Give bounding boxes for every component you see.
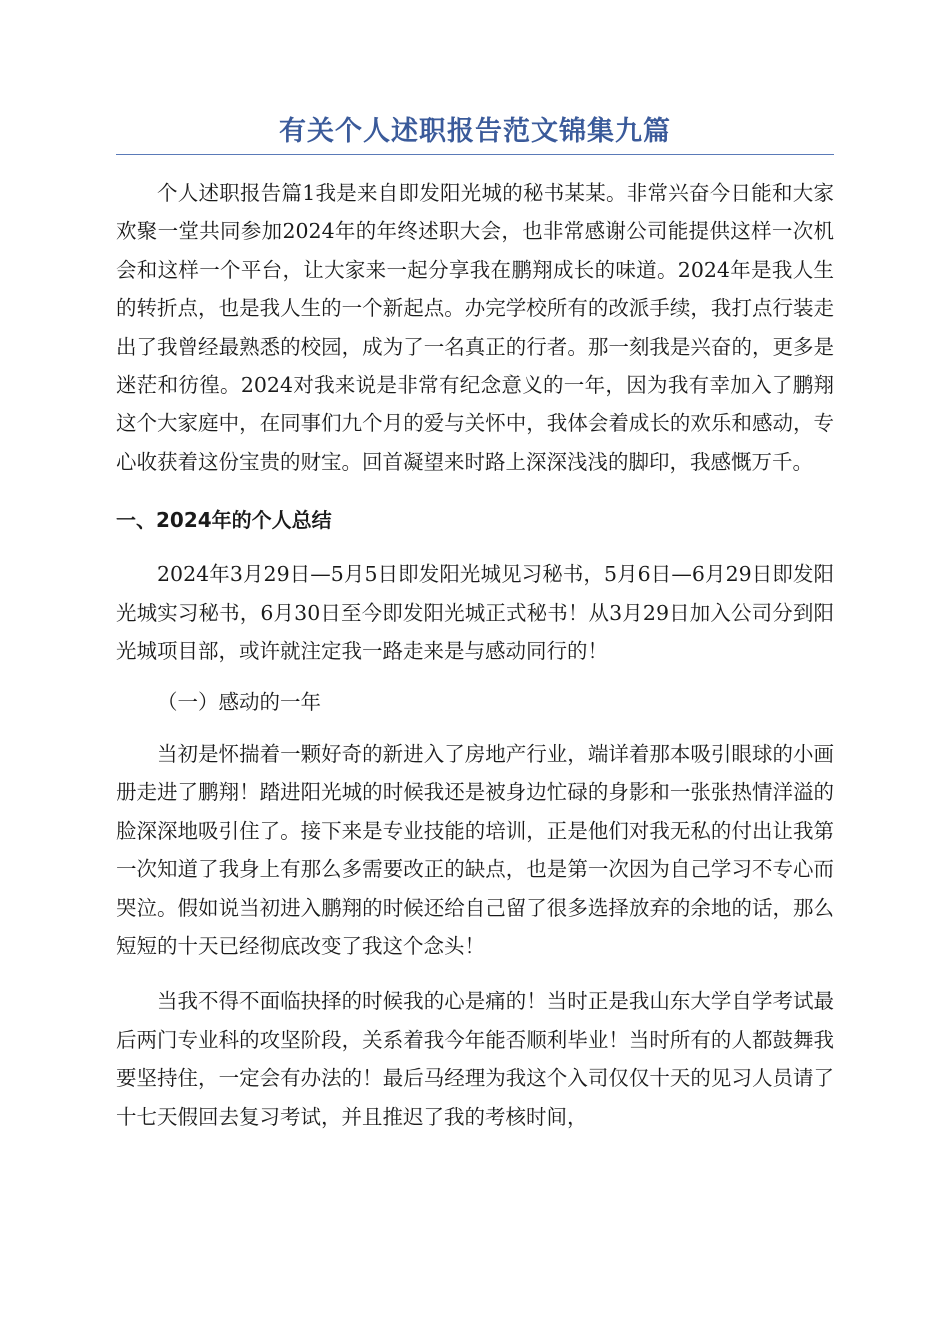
paragraph-timeline: 2024年3月29日—5月5日即发阳光城见习秘书，5月6日—6月29日即发阳光城实习秘书，6月30日至今即发阳光城正式秘书！从3月29日加入公司分到阳光城项目部，或许就注定我一路走来是与感动同行的！ [116,562,834,664]
subheading-touched-year: （一）感动的一年 [157,690,321,715]
paragraph-intro: 个人述职报告篇1我是来自即发阳光城的秘书某某。非常兴奋今日能和大家欢聚一堂共同参加2024年的年终述职大会，也非常感谢公司能提供这样一次机会和这样一个平台，让大家来一起分享我在鹏翔成长的味道。2024年是我人生的转折点，也是我人生的一个新起点。办完学校所有的改派手续，我打点行装走出了我曾经最熟悉的校园，成为了一名真正的行者。那一刻我是兴奋的，更多是迷茫和彷徨。2024对我来说是非常有纪念意义的一年，因为我有幸加入了鹏翔这个大家庭中，在同事们九个月的爱与关怀中，我体会着成长的欢乐和感动，专心收获着这份宝贵的财宝。回首凝望来时路上深深浅浅的脚印，我感慨万千。 [116,181,834,474]
paragraph-choice: 当我不得不面临抉择的时候我的心是痛的！当时正是我山东大学自学考试最后两门专业科的攻坚阶段，关系着我今年能否顺利毕业！当时所有的人都鼓舞我要坚持住，一定会有办法的！最后马经理为我这个入司仅仅十天的见习人员请了十七天假回去复习考试，并且推迟了我的考核时间， [116,989,834,1129]
document-title: 有关个人述职报告范文锦集九篇 [116,112,834,155]
section-heading-personal-summary: 一、2024年的个人总结 [116,508,332,533]
document-page [116,112,834,1136]
paragraph-touched: 当初是怀揣着一颗好奇的新进入了房地产行业，端详着那本吸引眼球的小画册走进了鹏翔！踏进阳光城的时候我还是被身边忙碌的身影和一张张热情洋溢的脸深深地吸引住了。接下来是专业技能的培训，正是他们对我无私的付出让我第一次知道了我身上有那么多需要改正的缺点，也是第一次因为自己学习不专心而哭泣。假如说当初进入鹏翔的时候还给自己留了很多选择放弃的余地的话，那么短短的十天已经彻底改变了我这个念头！ [116,741,834,958]
